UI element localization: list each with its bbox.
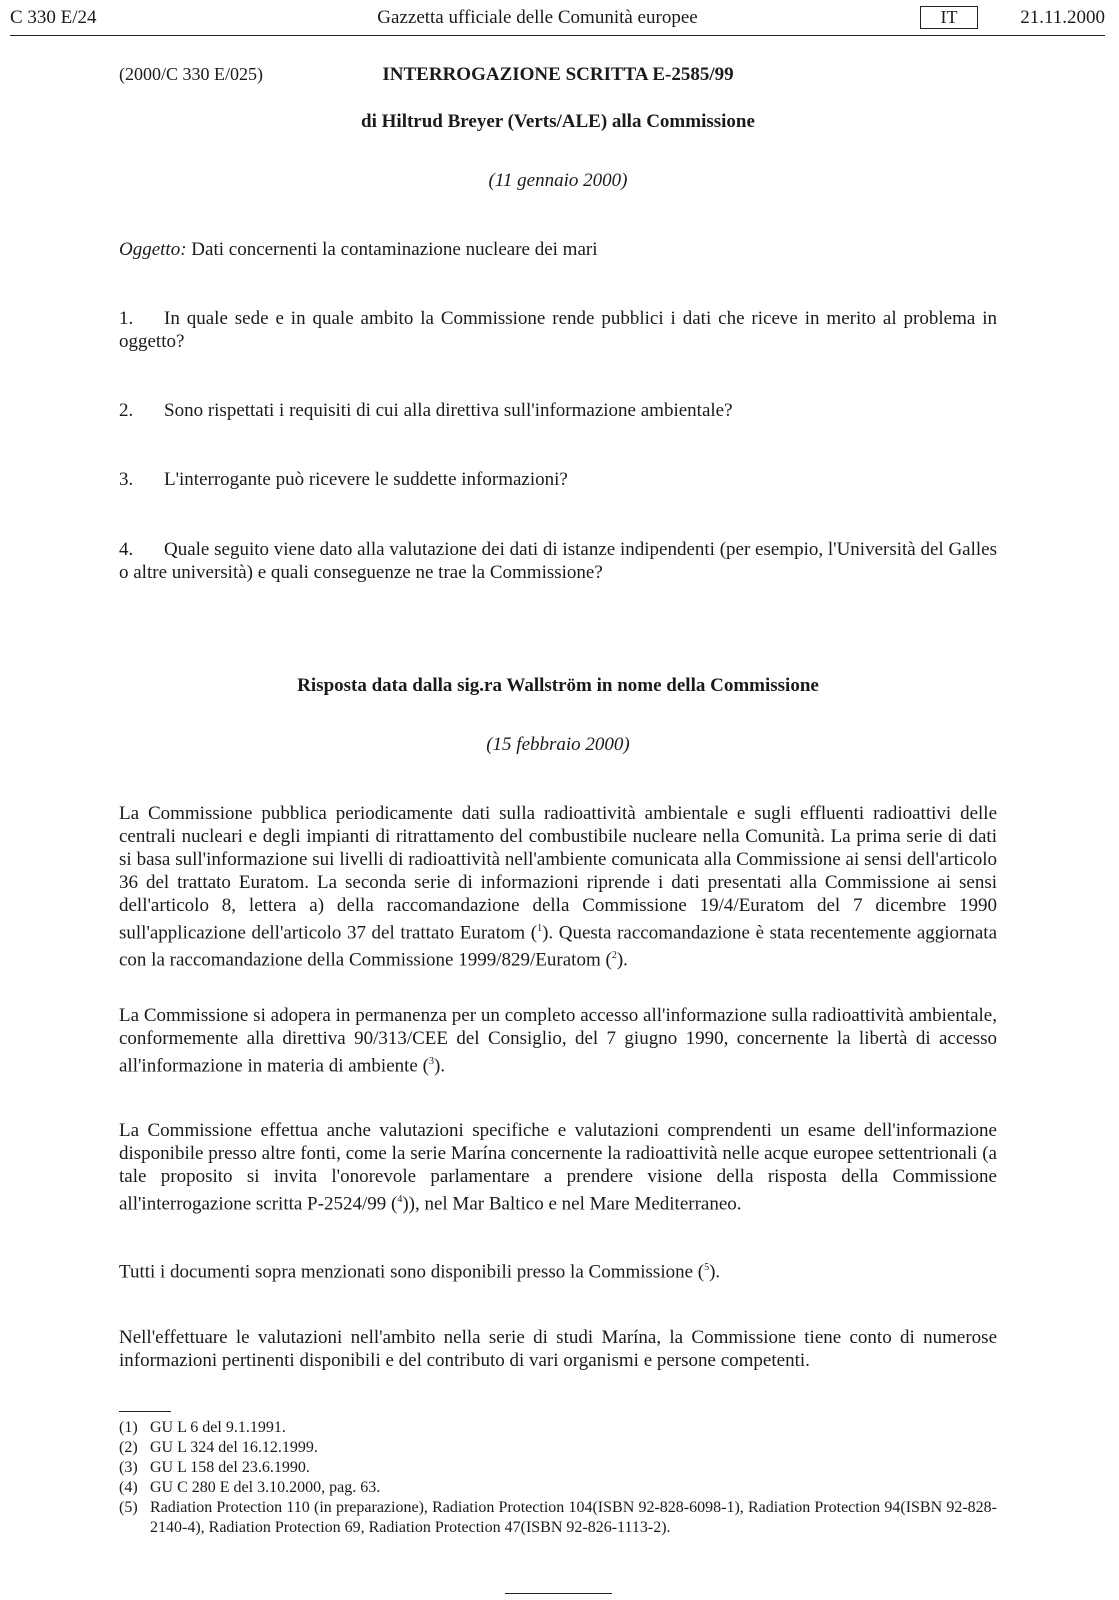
question-author: di Hiltrud Breyer (Verts/ALE) alla Commissione [361, 111, 755, 132]
question-item-text: In quale sede e in quale ambito la Commissione rende pubblici i dati che riceve in merito al problema in oggetto? [119, 308, 997, 352]
answer-title: Risposta data dalla sig.ra Wallström in nome della Commissione [297, 675, 819, 696]
question-item-number: 2. [119, 400, 134, 421]
subject-line [119, 239, 598, 261]
document-reference: (2000/C 330 E/025) [119, 64, 263, 84]
footnote-text: GU C 280 E del 3.10.2000, pag. 63. [150, 1479, 381, 1496]
question-item [119, 538, 997, 584]
footnote [119, 1438, 997, 1458]
answer-paragraph [119, 1256, 997, 1283]
footnote-mark: (1) [119, 1419, 138, 1436]
footnote [119, 1478, 997, 1498]
question-item [119, 399, 997, 422]
paragraph-text: Tutti i documenti sopra menzionati sono disponibili presso la Commissione ( [119, 1261, 705, 1283]
question-item-number: 1. [119, 308, 134, 329]
paragraph-text: ). [616, 949, 628, 971]
footnote [119, 1418, 997, 1438]
answer-paragraph [119, 1326, 997, 1372]
answer-paragraph [119, 1004, 997, 1077]
answer-date: (15 febbraio 2000) [486, 734, 630, 755]
subject-text: Dati concernenti la contaminazione nucleare dei mari [191, 239, 598, 260]
page-reference: C 330 E/24 [10, 7, 97, 28]
language-badge: IT [920, 6, 978, 29]
answer-paragraph [119, 802, 997, 972]
footnote [119, 1458, 997, 1478]
footnote-mark: (3) [119, 1459, 138, 1476]
footnote-ref: 4 [397, 1194, 403, 1205]
paragraph-text: La Commissione pubblica periodicamente dati sulla radioattività ambientale e sugli effluenti radioattivi delle centrali nucleari e degli impianti di ritrattamento del combustibile nucleare nella Comunità. La prima serie di dati si basa sull'informazione sui livelli di radioattività nell'ambiente comunicata alla Commissione ai sensi dell'articolo 36 del trattato Euratom. La seconda serie di informazioni riprende i dati presentati alla Commissione ai sensi dell'articolo 8, lettera a) della raccomandazione della Commissione 19/4/Euratom del 7 dicembre 1990 sull'applicazione dell'articolo 37 del trattato Euratom ( [119, 803, 997, 944]
question-item-number: 3. [119, 469, 134, 490]
question-item-text: Quale seguito viene dato alla valutazione dei dati di istanze indipendenti (per esempio, l'Università del Galles o altre università) e quali conseguenze ne trae la Commissione? [119, 539, 997, 583]
footnote-mark: (4) [119, 1479, 138, 1496]
footnote-ref: 3 [428, 1056, 434, 1067]
question-item [119, 307, 997, 353]
footnote-text: GU L 324 del 16.12.1999. [150, 1439, 318, 1456]
paragraph-text: )), nel Mar Baltico e nel Mare Mediterraneo. [402, 1193, 742, 1215]
journal-title: Gazzetta ufficiale delle Comunità europee [377, 7, 698, 28]
footnote-mark: (5) [119, 1499, 138, 1516]
paragraph-text: La Commissione si adopera in permanenza per un completo accesso all'informazione sulla radioattività ambientale, conformemente alla direttiva 90/313/CEE del Consiglio, del 7 giugno 1990, concernente la libertà di accesso all'informazione in materia di ambiente ( [119, 1005, 997, 1077]
paragraph-text: ). Questa raccomandazione è stata recentemente aggiornata con la raccomandazione della Commissione 1999/829/Euratom ( [119, 922, 998, 971]
publication-date: 21.11.2000 [1020, 7, 1105, 28]
paragraph-text: Nell'effettuare le valutazioni nell'ambito nella serie di studi Marína, la Commissione tiene conto di numerose informazioni pertinenti disponibili e del contributo di vari organismi e persone competenti. [119, 1327, 997, 1371]
footnote-text: GU L 158 del 23.6.1990. [150, 1459, 310, 1476]
footnotes [119, 1418, 997, 1538]
footnote-ref: 1 [537, 923, 543, 934]
footnote-mark: (2) [119, 1439, 138, 1456]
subject-label: Oggetto: [119, 239, 187, 260]
paragraph-text: ). [433, 1055, 446, 1077]
footnote [119, 1498, 997, 1538]
header-divider [10, 35, 1105, 36]
question-item [119, 468, 997, 491]
footnote-divider [119, 1411, 171, 1412]
paragraph-text: ). [709, 1261, 721, 1283]
footnote-ref: 5 [704, 1262, 710, 1273]
question-item-text: Sono rispettati i requisiti di cui alla direttiva sull'informazione ambientale? [164, 400, 733, 421]
page-header [10, 4, 1105, 34]
question-title: INTERROGAZIONE SCRITTA E-2585/99 [382, 64, 734, 85]
question-item-number: 4. [119, 539, 134, 560]
question-item-text: L'interrogante può ricevere le suddette informazioni? [164, 469, 568, 490]
page-end-divider [505, 1593, 612, 1594]
paragraph-text: La Commissione effettua anche valutazioni specifiche e valutazioni comprendenti un esame dell'informazione disponibile presso altre fonti, come la serie Marína concernente la radioattività nelle acque europee settentrionali (a tale proposito si invita l'onorevole parlamentare a prendere visione della risposta della Commissione all'interrogazione scritta P-2524/99 ( [119, 1120, 997, 1215]
footnote-text: Radiation Protection 110 (in preparazione), Radiation Protection 104(ISBN 92-828-6098-1), Radiation Protection 94(ISBN 92-828-2140-4), Radiation Protection 69, Radiation Protection 47(ISBN 92-826-1113-2). [150, 1499, 997, 1536]
question-date: (11 gennaio 2000) [488, 170, 628, 191]
footnote-text: GU L 6 del 9.1.1991. [150, 1419, 286, 1436]
footnote-ref: 2 [611, 950, 617, 962]
answer-paragraph [119, 1119, 997, 1215]
